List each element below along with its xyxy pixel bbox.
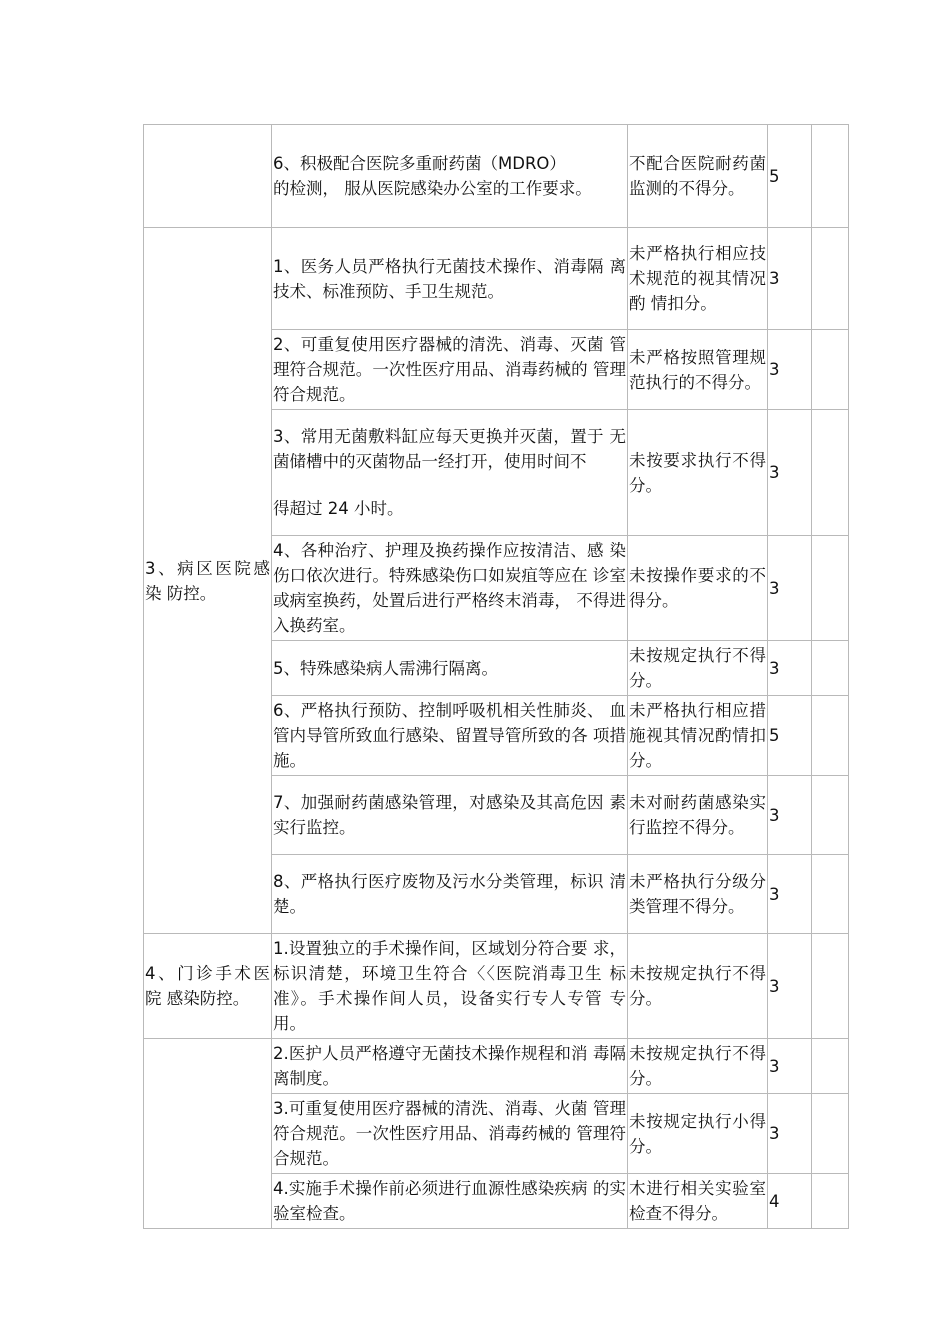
infection-control-scoring-table — [143, 124, 849, 1229]
score-cell: 5 — [768, 696, 812, 776]
category-cell: 4、门诊手术医院 感染防控。 — [144, 934, 272, 1039]
deduction-cell — [812, 1174, 849, 1229]
requirement-text: 的检测， 服从医院感染办公室的工作要求。 — [273, 179, 592, 198]
requirement-cell: 6、严格执行预防、控制呼吸机相关性肺炎、 血管内导管所致血行感染、留置导管所致的各 项措施。 — [272, 696, 628, 776]
criterion-cell: 未严格执行分级分类管理不得分。 — [628, 855, 768, 934]
deduction-cell — [812, 934, 849, 1039]
criterion-cell: 木进行相关实验室检查不得分。 — [628, 1174, 768, 1229]
criterion-cell: 未严格执行相应措施视其情况酌情扣分。 — [628, 696, 768, 776]
table-row — [144, 125, 849, 228]
criterion-cell: 未按规定执行不得分。 — [628, 1039, 768, 1094]
deduction-cell — [812, 536, 849, 641]
criterion-cell: 未按规定执行不得分。 — [628, 641, 768, 696]
deduction-cell — [812, 641, 849, 696]
criterion-cell: 未按操作要求的不得分。 — [628, 536, 768, 641]
deduction-cell — [812, 1039, 849, 1094]
score-cell: 3 — [768, 1039, 812, 1094]
score-cell: 3 — [768, 776, 812, 855]
requirement-cell — [272, 125, 628, 228]
score-cell: 3 — [768, 641, 812, 696]
spacer — [273, 474, 626, 496]
requirement-cell: 4.实施手术操作前必须进行血源性感染疾病 的实验室检查。 — [272, 1174, 628, 1229]
score-cell: 3 — [768, 228, 812, 330]
deduction-cell — [812, 410, 849, 536]
criterion-cell: 不配合医院耐药菌监测的不得分。 — [628, 125, 768, 228]
requirement-cell — [272, 410, 628, 536]
category-cell-empty — [144, 125, 272, 228]
deduction-cell — [812, 776, 849, 855]
criterion-cell: 未严格执行相应技术规范的视其情况酌 情扣分。 — [628, 228, 768, 330]
requirement-cell: 7、加强耐药菌感染管理，对感染及其高危因 素实行监控。 — [272, 776, 628, 855]
deduction-cell — [812, 1094, 849, 1174]
category-cell: 3、病区医院感染 防控。 — [144, 228, 272, 934]
score-cell: 3 — [768, 410, 812, 536]
requirement-cell: 1.设置独立的手术操作间，区域划分符合要 求，标识清楚，环境卫生符合〈〈医院消毒卫生 标准》。手术操作间人员，设备实行专人专管 专用。 — [272, 934, 628, 1039]
score-cell: 5 — [768, 125, 812, 228]
table-row — [144, 1039, 849, 1094]
requirement-text: 6、积极配合医院多重耐药菌（MDRO） — [273, 154, 566, 173]
deduction-cell — [812, 330, 849, 410]
requirement-cell: 5、特殊感染病人需沸行隔离。 — [272, 641, 628, 696]
score-cell: 3 — [768, 1094, 812, 1174]
table-row — [144, 228, 849, 330]
deduction-cell — [812, 228, 849, 330]
deduction-cell — [812, 696, 849, 776]
criterion-cell: 未对耐药菌感染实行监控不得分。 — [628, 776, 768, 855]
criterion-cell: 未按规定执行小得分。 — [628, 1094, 768, 1174]
requirement-text: 3、常用无菌敷料缸应每天更换并灭菌，置于 无菌储槽中的灭菌物品一经打开，使用时间不 — [273, 427, 626, 471]
requirement-cell: 8、严格执行医疗废物及污水分类管理，标识 清楚。 — [272, 855, 628, 934]
score-cell: 3 — [768, 855, 812, 934]
score-cell: 3 — [768, 934, 812, 1039]
category-cell-empty — [144, 1039, 272, 1229]
deduction-cell — [812, 125, 849, 228]
deduction-cell — [812, 855, 849, 934]
requirement-cell: 2.医护人员严格遵守无菌技术操作规程和消 毒隔离制度。 — [272, 1039, 628, 1094]
requirement-cell: 1、医务人员严格执行无菌技术操作、消毒隔 离技术、标准预防、手卫生规范。 — [272, 228, 628, 330]
score-cell: 3 — [768, 330, 812, 410]
table-row — [144, 934, 849, 1039]
criterion-cell: 未按规定执行不得分。 — [628, 934, 768, 1039]
score-cell: 3 — [768, 536, 812, 641]
requirement-cell: 3.可重复使用医疗器械的清洗、消毒、火菌 管理符合规范。一次性医疗用品、消毒药械的 管理符合规范。 — [272, 1094, 628, 1174]
criterion-cell: 未严格按照管理规范执行的不得分。 — [628, 330, 768, 410]
requirement-text: 得超过 24 小时。 — [273, 499, 404, 518]
requirement-cell: 4、各种治疗、护理及换药操作应按清洁、感 染伤口依次进行。特殊感染伤口如炭疽等应在 诊室或病室换药，处置后进行严格终末消毒， 不得进入换药室。 — [272, 536, 628, 641]
score-cell: 4 — [768, 1174, 812, 1229]
requirement-cell: 2、可重复使用医疗器械的清洗、消毒、灭菌 管理符合规范。一次性医疗用品、消毒药械的 管理符合规范。 — [272, 330, 628, 410]
criterion-cell: 未按要求执行不得分。 — [628, 410, 768, 536]
